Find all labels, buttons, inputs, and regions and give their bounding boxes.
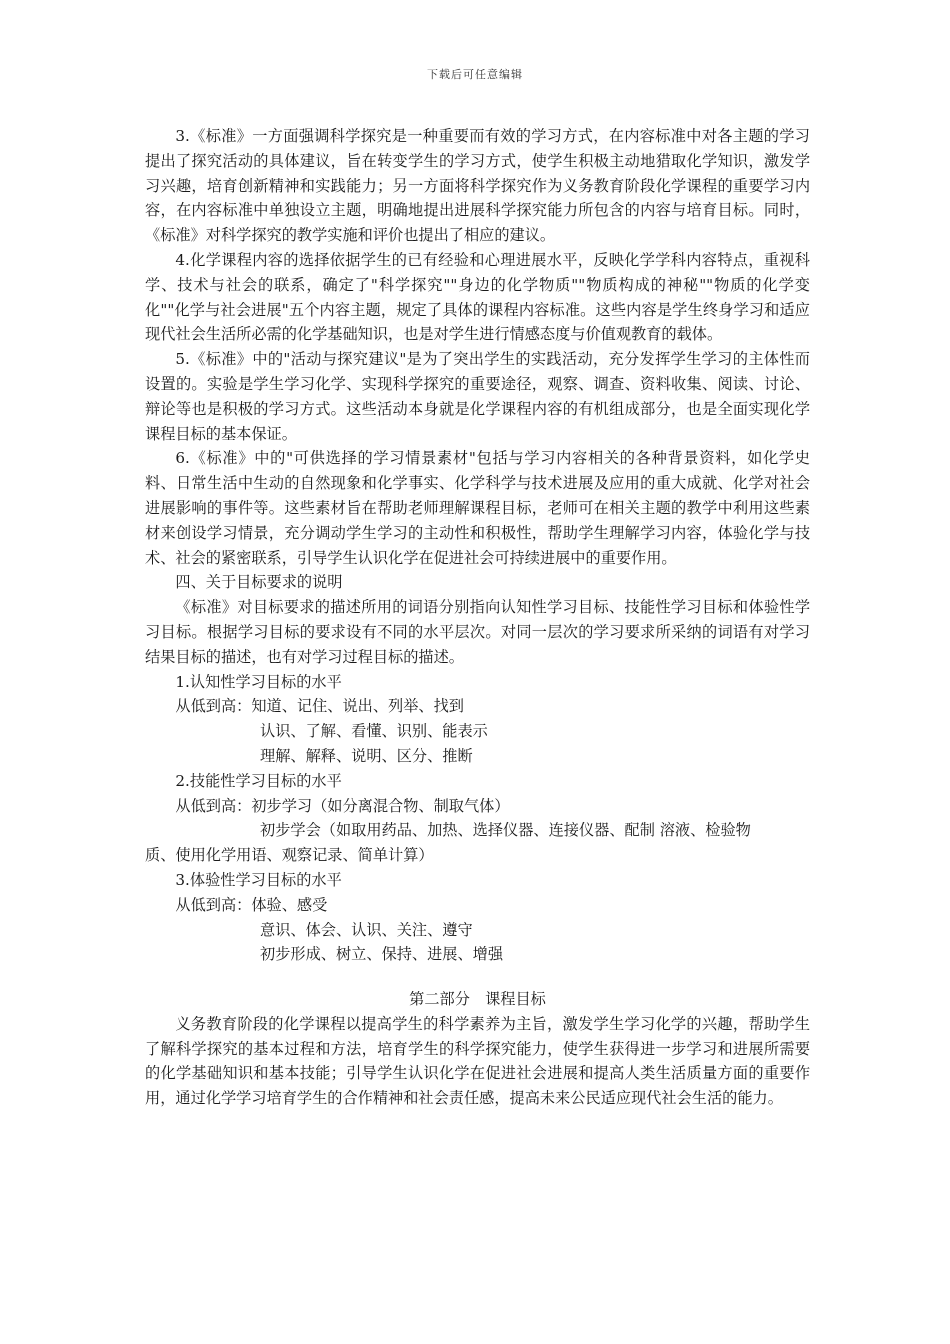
experience-level-3: 初步形成、树立、保持、进展、增强: [260, 945, 503, 964]
page-header: 下载后可任意编辑: [427, 68, 523, 81]
cognitive-level-3: 理解、解释、说明、区分、推断: [260, 746, 473, 765]
cognitive-levels-title: 1.认知性学习目标的水平: [175, 672, 342, 691]
document-body: [145, 124, 810, 1111]
experience-level-2: 意识、体会、认识、关注、遵守: [260, 920, 473, 939]
part-2-title: 第二部分 课程目标: [409, 990, 546, 1009]
section-4-intro: 《标准》对目标要求的描述所用的词语分别指向认知性学习目标、技能性学习目标和体验性学习目标。根据学习目标的要求设有不同的水平层次。对同一层次的学习要求所采纳的词语有对学习结果目标的描述，也有对学习过程目标的描述。: [145, 598, 810, 666]
experience-level-1: 从低到高：体验、感受: [175, 895, 328, 914]
part-2-body: 义务教育阶段的化学课程以提高学生的科学素养为主旨，激发学生学习化学的兴趣，帮助学生了解科学探究的基本过程和方法，培育学生的科学探究能力，使学生获得进一步学习和进展所需要的化学基础知识和基本技能；引导学生认识化学在促进社会进展和提高人类生活质量方面的重要作用，通过化学学习培育学生的合作精神和社会责任感，提高未来公民适应现代社会生活的能力。: [145, 1014, 810, 1108]
cognitive-level-2: 认识、了解、看懂、识别、能表示: [260, 722, 488, 741]
paragraph-3: 3.《标准》一方面强调科学探究是一种重要而有效的学习方式，在内容标准中对各主题的学习提出了探究活动的具体建议，旨在转变学生的学习方式，使学生积极主动地猎取化学知识，激发学习兴趣，培育创新精神和实践能力；另一方面将科学探究作为义务教育阶段化学课程的重要学习内容，在内容标准中单独设立主题，明确地提出进展科学探究能力所包含的内容与培育目标。同时，《标准》对科学探究的教学实施和评价也提出了相应的建议。: [145, 127, 810, 245]
experience-levels-title: 3.体验性学习目标的水平: [175, 870, 342, 889]
skill-levels-title: 2.技能性学习目标的水平: [175, 771, 342, 790]
skill-level-2b: 质、使用化学用语、观察记录、简单计算）: [145, 846, 434, 865]
skill-level-1: 从低到高：初步学习（如分离混合物、制取气体）: [175, 796, 510, 815]
cognitive-level-1: 从低到高：知道、记住、说出、列举、找到: [175, 697, 464, 716]
paragraph-4: 4.化学课程内容的选择依据学生的已有经验和心理进展水平，反映化学学科内容特点，重视科学、技术与社会的联系，确定了"科学探究""身边的化学物质""物质构成的神秘""物质的化学变化""化学与社会进展"五个内容主题，规定了具体的课程内容标准。这些内容是学生终身学习和适应现代社会生活所必需的化学基础知识，也是对学生进行情感态度与价值观教育的载体。: [145, 250, 810, 344]
paragraph-6: 6.《标准》中的"可供选择的学习情景素材"包括与学习内容相关的各种背景资料，如化学史料、日常生活中生动的自然现象和化学事实、化学科学与技术进展及应用的重大成就、化学对社会进展影响的事件等。这些素材旨在帮助老师理解课程目标，老师可在相关主题的教学中利用这些素材来创设学习情景，充分调动学生学习的主动性和积极性，帮助学生理解学习内容，体验化学与技术、社会的紧密联系，引导学生认识化学在促进社会可持续进展中的重要作用。: [145, 449, 810, 567]
paragraph-5: 5.《标准》中的"活动与探究建议"是为了突出学生的实践活动，充分发挥学生学习的主体性而设置的。实验是学生学习化学、实现科学探究的重要途径，观察、调查、资料收集、阅读、讨论、辩论等也是积极的学习方式。这些活动本身就是化学课程内容的有机组成部分，也是全面实现化学课程目标的基本保证。: [145, 350, 810, 443]
skill-level-2a: 初步学会（如取用药品、加热、选择仪器、连接仪器、配制 溶液、检验物: [260, 821, 751, 840]
section-4-heading: 四、关于目标要求的说明: [175, 573, 343, 592]
